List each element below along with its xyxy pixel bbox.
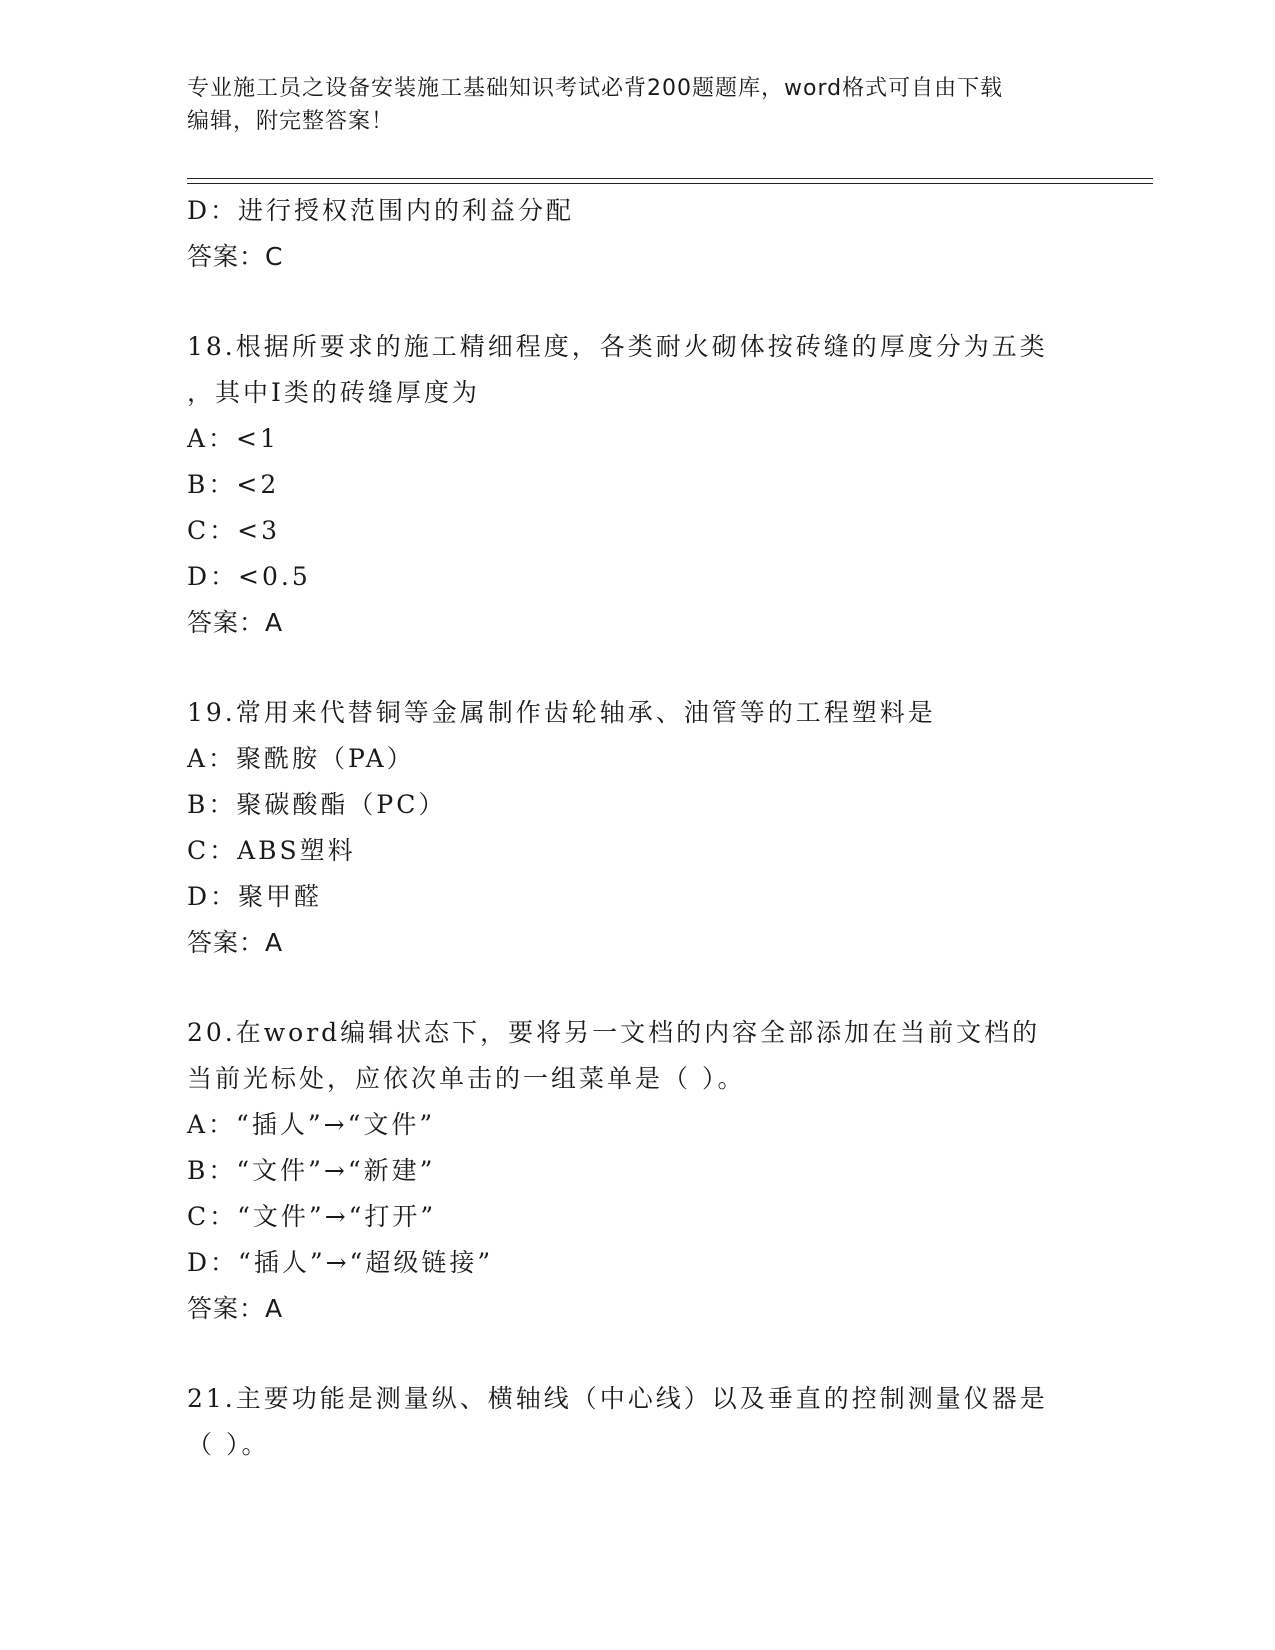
option-c: C：<3	[187, 516, 280, 545]
option-b: B：“文件”→“新建”	[187, 1156, 436, 1185]
question-spacer	[187, 966, 1087, 1010]
question-19	[187, 690, 1087, 966]
answer: 答案：A	[187, 928, 284, 957]
option-d: D：“插人”→“超级链接”	[187, 1248, 494, 1277]
question-stem: 19.常用来代替铜等金属制作齿轮轴承、油管等的工程塑料是	[187, 698, 936, 727]
question-stem: 20.在word编辑状态下，要将另一文档的内容全部添加在当前文档的	[187, 1018, 1041, 1047]
document-header	[187, 72, 1067, 138]
question-stem: 21.主要功能是测量纵、横轴线（中心线）以及垂直的控制测量仪器是	[187, 1384, 1048, 1413]
option-b: B：<2	[187, 470, 280, 499]
question-stem-continued: 当前光标处，应依次单击的一组菜单是（ ）。	[187, 1064, 746, 1093]
question-21	[187, 1376, 1087, 1468]
question-stem-continued: （ ）。	[187, 1430, 270, 1459]
option-c: C：“文件”→“打开”	[187, 1202, 437, 1231]
question-list	[187, 188, 1087, 1468]
header-title-line-1: 专业施工员之设备安装施工基础知识考试必背200题题库，word格式可自由下载	[187, 76, 1004, 101]
question-spacer	[187, 280, 1087, 324]
question-stem: 18.根据所要求的施工精细程度，各类耐火砌体按砖缝的厚度分为五类	[187, 332, 1048, 361]
option-c: C：ABS塑料	[187, 836, 356, 865]
option-d: D：聚甲醛	[187, 882, 323, 911]
header-divider-top	[187, 178, 1153, 179]
answer: 答案：A	[187, 608, 284, 637]
option-b: B：聚碳酸酯（PC）	[187, 790, 447, 819]
question-17	[187, 188, 1087, 280]
header-divider-bottom	[187, 183, 1153, 184]
answer: 答案：A	[187, 1294, 284, 1323]
option-a: A：“插人”→“文件”	[187, 1110, 436, 1139]
question-18	[187, 324, 1087, 646]
question-20	[187, 1010, 1087, 1332]
question-spacer	[187, 646, 1087, 690]
option-d: D：进行授权范围内的利益分配	[187, 196, 575, 225]
question-spacer	[187, 1332, 1087, 1376]
option-d: D：<0.5	[187, 562, 311, 591]
answer: 答案：C	[187, 242, 284, 271]
option-a: A：<1	[187, 424, 279, 453]
header-title-line-2: 编辑，附完整答案！	[187, 109, 395, 134]
option-a: A：聚酰胺（PA）	[187, 744, 415, 773]
question-stem-continued: ，其中Ⅰ类的砖缝厚度为	[187, 378, 480, 407]
